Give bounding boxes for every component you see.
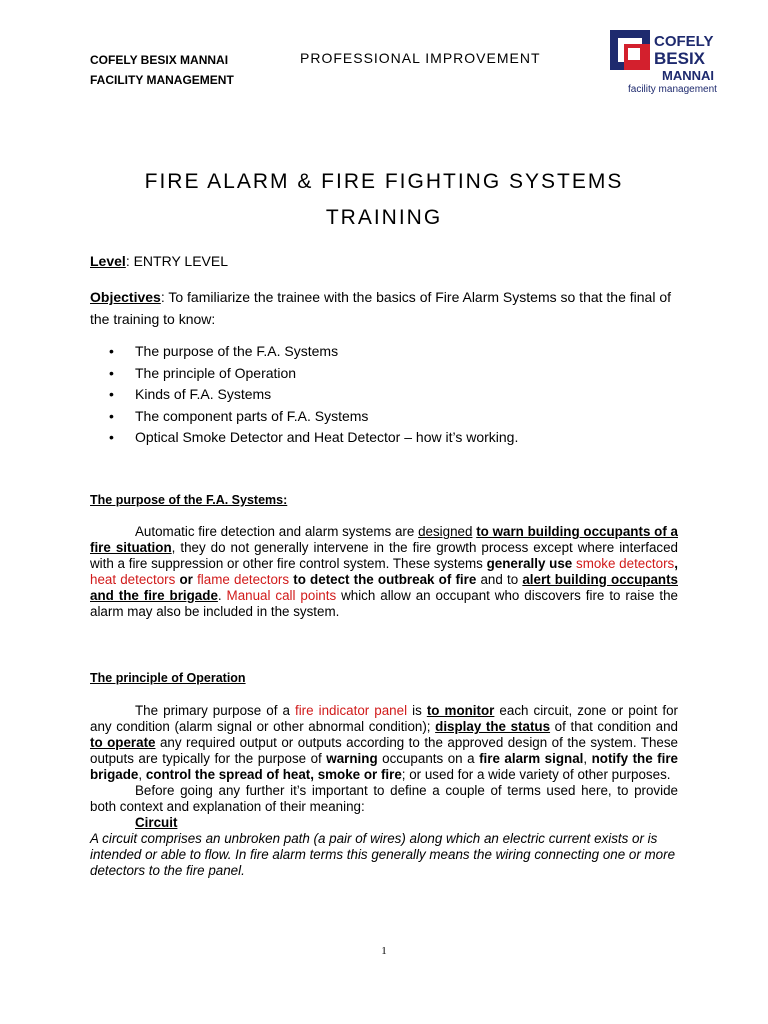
document-title-line2: TRAINING: [325, 206, 443, 229]
page-number: 1: [381, 945, 387, 957]
objectives-label: Objectives: [90, 289, 161, 305]
section-heading-purpose: The purpose of the F.A. Systems:: [90, 493, 288, 507]
list-item: • Optical Smoke Detector and Heat Detector – how it’s working.: [105, 427, 518, 449]
list-item: • The component parts of F.A. Systems: [105, 406, 518, 428]
term-heading-circuit: Circuit: [135, 815, 178, 830]
logo-word-besix: BESIX: [654, 49, 706, 68]
section-heading-principle: The principle of Operation: [90, 671, 246, 685]
list-item: • The purpose of the F.A. Systems: [105, 341, 518, 363]
list-item: • Kinds of F.A. Systems: [105, 384, 518, 406]
principle-paragraph: The primary purpose of a fire indicator panel is to monitor each circuit, zone or point for any condition (alarm signal or other abnormal condition); display the status of that condition and to operate any required output or outputs according to the approved design of the system. These outputs are typically for the purpose of warning occupants on a fire alarm signal, notify the fire brigade, control the spread of heat, smoke or fire; or used for a wide variety of other purposes.: [90, 703, 679, 782]
objectives-text: : To familiarize the trainee with the basics of Fire Alarm Systems so that the final of the training to know:: [90, 289, 672, 327]
logo-tagline: facility management: [628, 84, 717, 95]
logo-word-mannai: MANNAI: [662, 68, 714, 83]
company-name: COFELY BESIX MANNAI: [90, 53, 229, 67]
objectives-list: [105, 341, 518, 449]
definitions-intro: Before going any further it’s important to define a couple of terms used here, to provide both context and explanation of their meaning:: [90, 783, 678, 814]
document-title: FIRE ALARM & FIRE FIGHTING SYSTEMS: [144, 170, 624, 193]
section-header: PROFESSIONAL IMPROVEMENT: [300, 50, 541, 66]
objectives-paragraph: [90, 286, 688, 330]
principle-block: [90, 703, 678, 879]
term-definition-circuit: A circuit comprises an unbroken path (a pair of wires) along which an electric current exists or is intended or able to flow. In fire alarm terms this generally means the wiring connecting one or more detectors to the fire panel.: [90, 831, 676, 878]
company-department: FACILITY MANAGEMENT: [90, 73, 234, 87]
level-value: : ENTRY LEVEL: [125, 253, 229, 269]
purpose-paragraph: Automatic fire detection and alarm systems are designed to warn building occupants of a fire situation, they do not generally intervene in the fire growth process except where interfaced with a fire suppression or other fire control system. These systems generally use smoke detectors, heat detectors or flame detectors to detect the outbreak of fire and to alert building occupants and the fire brigade. Manual call points which allow an occupant who discovers fire to raise the alarm may also be included in the system.: [90, 524, 679, 619]
company-logo: [608, 26, 732, 96]
level-label: Level: [90, 253, 126, 269]
company-name-block: [90, 50, 234, 90]
level-line: [90, 253, 228, 269]
logo-word-cofely: COFELY: [654, 33, 714, 50]
list-item: • The principle of Operation: [105, 363, 518, 385]
